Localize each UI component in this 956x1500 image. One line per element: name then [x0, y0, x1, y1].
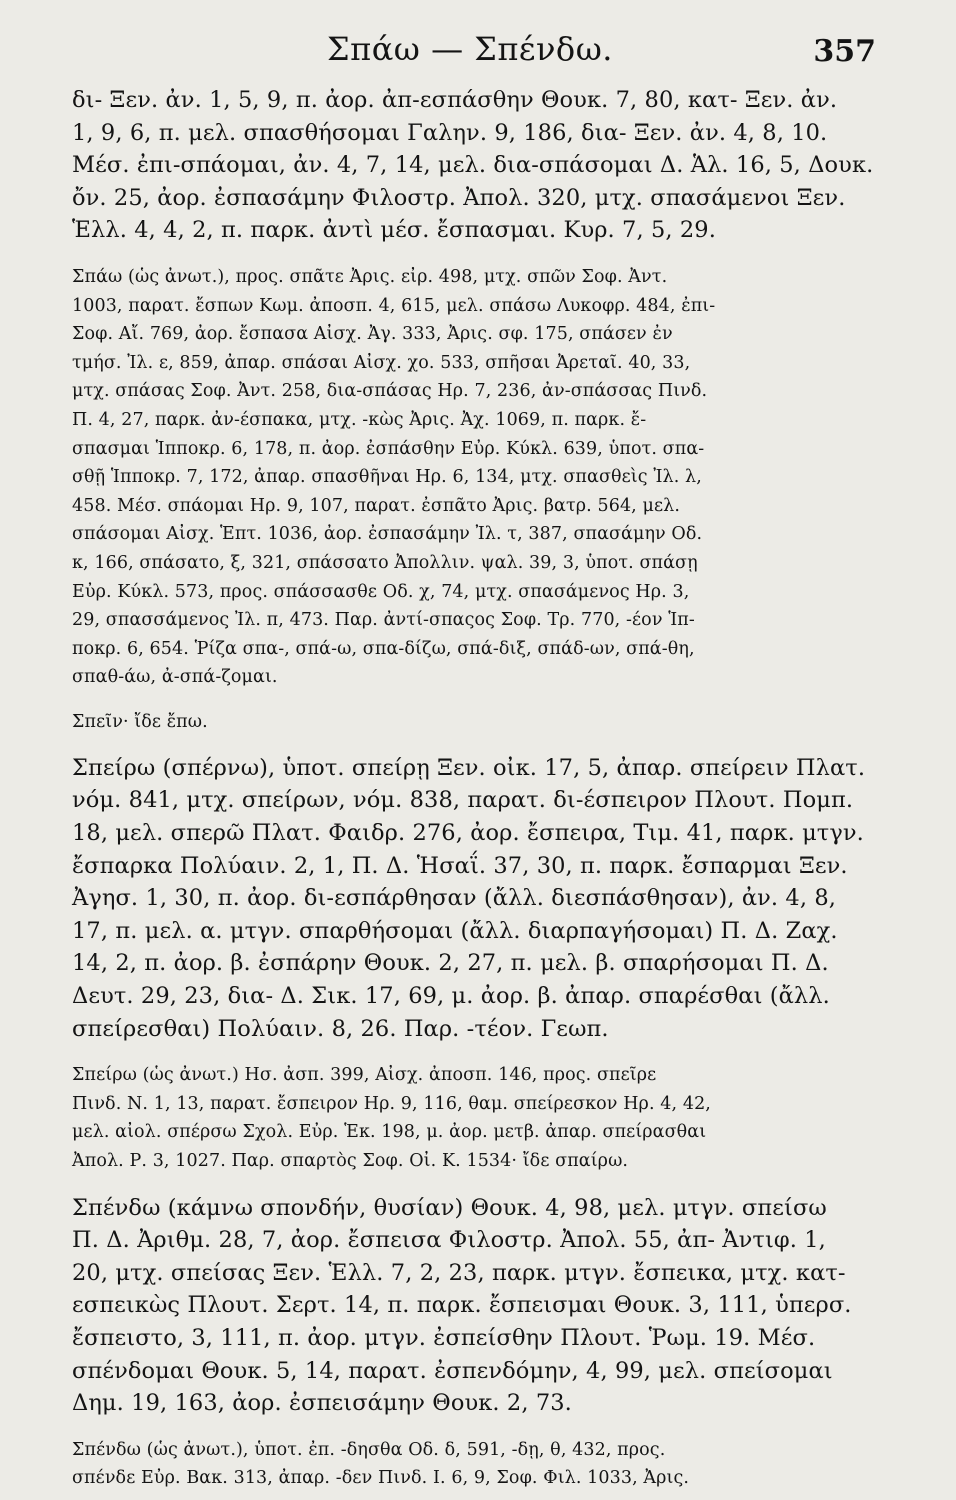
entry-line: Ἑλλ. 4, 4, 2, π. παρκ. ἀντὶ μέσ. ἔσπασμαι. Κυρ. 7, 5, 29.	[72, 217, 716, 244]
entry-line: σπασμαι Ἱπποκρ. 6, 178, π. ἀορ. ἐσπάσθην Εὐρ. Κύκλ. 639, ὑποτ. σπα-	[72, 438, 705, 459]
entry-line: 14, 2, π. ἀορ. β. ἐσπάρην Θουκ. 2, 27, π. μελ. β. σπαρήσομαι Π. Δ.	[72, 950, 829, 977]
entry-line: μελ. αἰολ. σπέρσω Σχολ. Εὐρ. Ἑκ. 198, μ. ἀορ. μετβ. ἀπαρ. σπείρασθαι	[72, 1122, 707, 1143]
entry-line: ποκρ. 6, 654. Ῥίζα σπα-, σπά-ω, σπα-δίζω, σπά-διξ, σπάδ-ων, σπά-θη,	[72, 638, 695, 659]
entry-line: Σπένδω (ὡς ἀνωτ.), ὑποτ. ἐπ. -δησθα Οδ. δ, 591, -δῃ, θ, 432, προς.	[72, 1439, 666, 1460]
entry-line: Σπεῖν· ἴδε ἔπω.	[72, 711, 208, 732]
entry-line: Σπείρω (ὡς ἀνωτ.) Ησ. ἀσπ. 399, Αἰσχ. ἀποσπ. 146, προς. σπεῖρε	[72, 1065, 657, 1086]
entry-spendo-poetic	[72, 1436, 868, 1493]
entry-line: Σπείρω (σπέρνω), ὑποτ. σπείρῃ Ξεν. οἰκ. 17, 5, ἀπαρ. σπείρειν Πλατ.	[72, 754, 866, 781]
entry-line: εσπεικὼς Πλουτ. Σερτ. 14, π. παρκ. ἔσπεισμαι Θουκ. 3, 111, ὑπερσ.	[72, 1292, 852, 1319]
entry-line: 29, σπασσάμενος Ἰλ. π, 473. Παρ. ἀντί-σπαςος Σοφ. Τρ. 770, -έον Ἱπ-	[72, 610, 695, 631]
entry-line: 458. Μέσ. σπάομαι Ηρ. 9, 107, παρατ. ἐσπᾶτο Ἀρις. βατρ. 564, μελ.	[72, 495, 680, 516]
entry-line: δι- Ξεν. ἀν. 1, 5, 9, π. ἀορ. ἀπ-εσπάσθην Θουκ. 7, 80, κατ- Ξεν. ἀν.	[72, 87, 838, 113]
entry-line: Σπένδω (κάμνω σπονδήν, θυσίαν) Θουκ. 4, 98, μελ. μτγν. σπείσω	[72, 1194, 827, 1221]
entry-spein	[72, 708, 868, 736]
entry-line: σπαθ-άω, ἀ-σπά-ζομαι.	[72, 667, 278, 688]
entry-speiro-poetic	[72, 1061, 868, 1175]
entry-line: σπείρεσθαι) Πολύαιν. 8, 26. Παρ. -τέον. Γεωπ.	[72, 1015, 609, 1042]
entry-line: τμήσ. Ἰλ. ε, 859, ἀπαρ. σπάσαι Αἰσχ. χο. 533, σπῆσαι Ἀρεταῖ. 40, 33,	[72, 352, 691, 373]
entry-line: ἔσπαρκα Πολύαιν. 2, 1, Π. Δ. Ἡσαΐ. 37, 30, π. παρκ. ἔσπαρμαι Ξεν.	[72, 852, 848, 879]
entry-line: 1, 9, 6, π. μελ. σπασθήσομαι Γαλην. 9, 186, δια- Ξεν. ἀν. 4, 8, 10.	[72, 119, 828, 146]
entry-line: Ἀγησ. 1, 30, π. ἀορ. δι-εσπάρθησαν (ἄλλ. διεσπάσθησαν), ἀν. 4, 8,	[72, 885, 836, 912]
entry-line: Δευτ. 29, 23, δια- Δ. Σικ. 17, 69, μ. ἀορ. β. ἀπαρ. σπαρέσθαι (ἄλλ.	[72, 983, 830, 1010]
entry-line: Σπάω (ὡς ἀνωτ.), προς. σπᾶτε Ἀρις. εἰρ. 498, μτχ. σπῶν Σοφ. Ἀντ.	[72, 266, 668, 287]
running-head	[72, 28, 876, 84]
entry-line: Πινδ. Ν. 1, 13, παρατ. ἔσπειρον Ηρ. 9, 116, θαμ. σπείρεσκον Ηρ. 4, 42,	[72, 1093, 711, 1114]
entry-spao-poetic	[72, 263, 868, 692]
entry-line: 17, π. μελ. α. μτγν. σπαρθήσομαι (ἄλλ. διαρπαγήσομαι) Π. Δ. Ζαχ.	[72, 917, 838, 944]
entry-spao-continuation	[72, 84, 874, 247]
entry-line: κ, 166, σπάσατο, ξ, 321, σπάσσατο Ἀπολλιν. ψαλ. 39, 3, ὑποτ. σπάσῃ	[72, 552, 698, 573]
entry-line: ἔσπειστο, 3, 111, π. ἀορ. μτγν. ἐσπείσθην Πλουτ. Ῥωμ. 19. Μέσ.	[72, 1324, 816, 1351]
page-number: 357	[813, 34, 876, 69]
running-title: Σπάω — Σπένδω.	[327, 30, 613, 68]
entry-line: Μέσ. ἐπι-σπάομαι, ἀν. 4, 7, 14, μελ. δια-σπάσομαι Δ. Ἁλ. 16, 5, Δουκ.	[72, 152, 874, 179]
entry-line: Π. 4, 27, παρκ. ἀν-έσπακα, μτχ. -κὼς Ἀρις. Ἀχ. 1069, π. παρκ. ἔ-	[72, 409, 647, 430]
entry-line: Ἀπολ. Ρ. 3, 1027. Παρ. σπαρτὸς Σοφ. Οἰ. Κ. 1534· ἴδε σπαίρω.	[72, 1151, 629, 1171]
entry-line: σπένδομαι Θουκ. 5, 14, παρατ. ἐσπενδόμην, 4, 99, μελ. σπείσομαι	[72, 1357, 833, 1384]
entry-line: Δημ. 19, 163, ἀορ. ἐσπεισάμην Θουκ. 2, 73.	[72, 1390, 572, 1417]
entry-speiro	[72, 752, 868, 1045]
entry-line: μτχ. σπάσας Σοφ. Ἀντ. 258, δια-σπάσας Ηρ. 7, 236, ἀν-σπάσσας Πινδ.	[72, 381, 708, 402]
entry-line: 20, μτχ. σπείσας Ξεν. Ἑλλ. 7, 2, 23, παρκ. μτγν. ἔσπεικα, μτχ. κατ-	[72, 1259, 846, 1286]
entry-line: 18, μελ. σπερῶ Πλατ. Φαιδρ. 276, ἀορ. ἔσπειρα, Τιμ. 41, παρκ. μτγν.	[72, 820, 864, 847]
entry-line: σπάσομαι Αἰσχ. Ἑπτ. 1036, ἀορ. ἐσπασάμην Ἰλ. τ, 387, σπασάμην Οδ.	[72, 524, 703, 545]
entry-spendo	[72, 1192, 868, 1420]
entry-line: σθῇ Ἱπποκρ. 7, 172, ἀπαρ. σπασθῆναι Ηρ. 6, 134, μτχ. σπασθεὶς Ἰλ. λ,	[72, 467, 702, 488]
entry-line: σπένδε Εὐρ. Βακ. 313, ἀπαρ. -δεν Πινδ. Ι. 6, 9, Σοφ. Φιλ. 1033, Ἀρις.	[72, 1468, 690, 1489]
entry-line: Σοφ. Αἴ. 769, ἀορ. ἔσπασα Αἰσχ. Ἀγ. 333, Ἀρις. σφ. 175, σπάσεν ἐν	[72, 324, 673, 345]
entry-line: νόμ. 841, μτχ. σπείρων, νόμ. 838, παρατ. δι-έσπειρον Πλουτ. Πομπ.	[72, 787, 854, 814]
entry-line: 1003, παρατ. ἔσπων Κωμ. ἀποσπ. 4, 615, μελ. σπάσω Λυκοφρ. 484, ἐπι-	[72, 295, 716, 316]
entry-line: ὄν. 25, ἀορ. ἐσπασάμην Φιλοστρ. Ἀπολ. 320, μτχ. σπασάμενοι Ξεν.	[72, 184, 846, 211]
entry-line: Εὐρ. Κύκλ. 573, προς. σπάσσασθε Οδ. χ, 74, μτχ. σπασάμενος Ηρ. 3,	[72, 581, 690, 602]
entry-line: Π. Δ. Ἀριθμ. 28, 7, ἀορ. ἔσπεισα Φιλοστρ. Ἀπολ. 55, ἀπ- Ἀντιφ. 1,	[72, 1227, 826, 1254]
